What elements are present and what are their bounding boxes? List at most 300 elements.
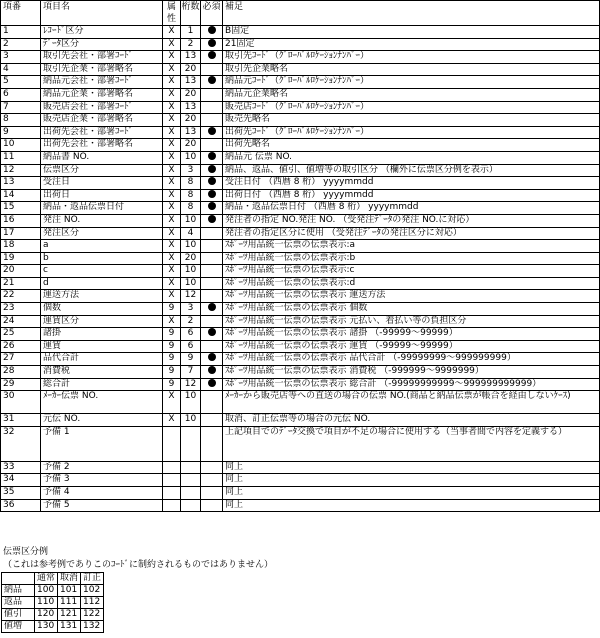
row-remark: 出荷日付 （西暦 8 桁） yyyymmdd bbox=[223, 189, 600, 202]
header-attr: 属性 bbox=[163, 1, 181, 26]
row-attribute: X bbox=[163, 414, 181, 427]
table-row bbox=[1, 26, 600, 39]
row-item-name: 販売店会社・部署ｺｰﾄﾞ bbox=[41, 101, 163, 114]
row-item-name: 予備 3 bbox=[41, 474, 163, 487]
row-item-name: 予備 2 bbox=[41, 461, 163, 474]
required-mark bbox=[208, 366, 216, 374]
row-digits: 20 bbox=[181, 88, 201, 101]
row-required bbox=[201, 353, 223, 366]
table-row bbox=[1, 427, 600, 462]
row-remark: 納品・返品伝票日付 （西暦 8 桁） yyyymmdd bbox=[223, 202, 600, 215]
row-digits: 3 bbox=[181, 303, 201, 316]
row-attribute: X bbox=[163, 189, 181, 202]
row-item-name: 伝票区分 bbox=[41, 164, 163, 177]
row-number: 13 bbox=[1, 177, 41, 190]
example-code-cell: 101 bbox=[58, 585, 81, 597]
row-item-name: 取引先企業・部署略名 bbox=[41, 63, 163, 76]
row-digits: 12 bbox=[181, 378, 201, 391]
row-digits: 8 bbox=[181, 177, 201, 190]
row-number: 17 bbox=[1, 227, 41, 240]
row-attribute: X bbox=[163, 126, 181, 139]
example-code-cell: 120 bbox=[35, 609, 58, 621]
row-attribute: X bbox=[163, 164, 181, 177]
example-code-cell: 121 bbox=[58, 609, 81, 621]
example-table-body bbox=[2, 585, 104, 633]
row-remark: 21固定 bbox=[223, 38, 600, 51]
row-number: 14 bbox=[1, 189, 41, 202]
row-remark: ﾒｰｶｰから販売店等への直送の場合の伝票 NO.(商品と納品伝票が帳合を経由しないｹｰｽ) bbox=[223, 391, 600, 414]
row-item-name: ﾒｰｶｰ伝票 NO. bbox=[41, 391, 163, 414]
row-item-name: 発注 NO. bbox=[41, 214, 163, 227]
example-code-cell: 102 bbox=[81, 585, 104, 597]
row-item-name: 予備 1 bbox=[41, 427, 163, 462]
row-number: 29 bbox=[1, 378, 41, 391]
row-item-name: 出荷先会社・部署ｺｰﾄﾞ bbox=[41, 126, 163, 139]
row-item-name: 予備 4 bbox=[41, 486, 163, 499]
example-header-row bbox=[2, 573, 104, 585]
row-attribute: X bbox=[163, 26, 181, 39]
row-required bbox=[201, 414, 223, 427]
row-required bbox=[201, 177, 223, 190]
table-row bbox=[1, 139, 600, 152]
row-number: 25 bbox=[1, 328, 41, 341]
row-item-name: 品代合計 bbox=[41, 353, 163, 366]
table-row bbox=[1, 164, 600, 177]
row-attribute: X bbox=[163, 38, 181, 51]
row-remark: ｽﾎﾟｰﾂ用品統一伝票の伝票表示 諸掛 （-99999～99999） bbox=[223, 328, 600, 341]
row-remark: B固定 bbox=[223, 26, 600, 39]
header-item: 項目名 bbox=[41, 1, 163, 26]
table-row bbox=[1, 366, 600, 379]
row-remark: ｽﾎﾟｰﾂ用品統一伝票の伝票表示 運賃 （-99999～99999） bbox=[223, 340, 600, 353]
row-digits: 10 bbox=[181, 414, 201, 427]
row-required bbox=[201, 240, 223, 253]
row-required bbox=[201, 63, 223, 76]
row-item-name: 販売店企業・部署略名 bbox=[41, 114, 163, 127]
row-remark: 納品、返品、値引、値増等の取引区分 （欄外に伝票区分例を表示） bbox=[223, 164, 600, 177]
row-required bbox=[201, 214, 223, 227]
row-remark: ｽﾎﾟｰﾂ用品統一伝票の伝票表示 個数 bbox=[223, 303, 600, 316]
row-remark: 取引先ｺｰﾄﾞ（ｸﾞﾛｰﾊﾞﾙﾛｹｰｼｮﾝﾅﾝﾊﾞｰ） bbox=[223, 51, 600, 64]
row-item-name: 消費税 bbox=[41, 366, 163, 379]
row-remark: ｽﾎﾟｰﾂ用品統一伝票の伝票表示 品代合計 （-99999999～999999999） bbox=[223, 353, 600, 366]
row-number: 33 bbox=[1, 461, 41, 474]
row-required bbox=[201, 189, 223, 202]
required-mark bbox=[208, 353, 216, 361]
row-item-name: c bbox=[41, 265, 163, 278]
row-required bbox=[201, 378, 223, 391]
header-remark: 補足 bbox=[223, 1, 600, 26]
row-remark: 受注日付 （西暦 8 桁） yyyymmdd bbox=[223, 177, 600, 190]
row-digits: 8 bbox=[181, 189, 201, 202]
row-digits: 1 bbox=[181, 26, 201, 39]
table-row bbox=[1, 76, 600, 89]
row-required bbox=[201, 88, 223, 101]
note-subtitle: （これは参考例でありこのｺｰﾄﾞに制約されるものではありません） bbox=[3, 560, 274, 570]
table-row bbox=[1, 474, 600, 487]
row-attribute: X bbox=[163, 277, 181, 290]
row-remark: 出荷先略名 bbox=[223, 139, 600, 152]
table-row bbox=[1, 315, 600, 328]
row-number: 12 bbox=[1, 164, 41, 177]
row-required bbox=[201, 499, 223, 512]
row-remark: 発注者の指定 NO.発注 NO. （受発注ﾃﾞｰﾀの発注 NO.に対応） bbox=[223, 214, 600, 227]
row-attribute: 9 bbox=[163, 340, 181, 353]
header-digits: 桁数 bbox=[181, 1, 201, 26]
row-attribute: X bbox=[163, 252, 181, 265]
row-number: 2 bbox=[1, 38, 41, 51]
row-number: 31 bbox=[1, 414, 41, 427]
row-digits: 13 bbox=[181, 76, 201, 89]
row-attribute: X bbox=[163, 315, 181, 328]
example-code-cell: 110 bbox=[35, 597, 58, 609]
row-required bbox=[201, 340, 223, 353]
row-number: 24 bbox=[1, 315, 41, 328]
example-col-correct: 訂正 bbox=[81, 573, 104, 585]
row-digits: 2 bbox=[181, 315, 201, 328]
table-row bbox=[1, 240, 600, 253]
row-digits: 10 bbox=[181, 265, 201, 278]
example-code-cell: 130 bbox=[35, 621, 58, 633]
example-code-cell: 111 bbox=[58, 597, 81, 609]
row-remark: 同上 bbox=[223, 486, 600, 499]
table-row bbox=[1, 63, 600, 76]
example-code-cell: 112 bbox=[81, 597, 104, 609]
row-item-name: 納品元会社・部署ｺｰﾄﾞ bbox=[41, 76, 163, 89]
row-number: 6 bbox=[1, 88, 41, 101]
row-number: 28 bbox=[1, 366, 41, 379]
row-attribute: X bbox=[163, 63, 181, 76]
row-number: 1 bbox=[1, 26, 41, 39]
row-digits: 7 bbox=[181, 366, 201, 379]
row-attribute bbox=[163, 486, 181, 499]
row-attribute: X bbox=[163, 265, 181, 278]
table-row bbox=[1, 499, 600, 512]
row-number: 21 bbox=[1, 277, 41, 290]
row-digits: 20 bbox=[181, 139, 201, 152]
row-number: 32 bbox=[1, 427, 41, 462]
header-required: 必須 bbox=[201, 1, 223, 26]
row-digits bbox=[181, 499, 201, 512]
required-mark bbox=[208, 165, 216, 173]
row-attribute: X bbox=[163, 114, 181, 127]
row-remark: 販売店ｺｰﾄﾞ（ｸﾞﾛｰﾊﾞﾙﾛｹｰｼｮﾝﾅﾝﾊﾞｰ） bbox=[223, 101, 600, 114]
row-digits: 10 bbox=[181, 151, 201, 164]
row-required bbox=[201, 252, 223, 265]
row-remark: 納品元企業略名 bbox=[223, 88, 600, 101]
row-attribute: X bbox=[163, 391, 181, 414]
row-attribute: X bbox=[163, 76, 181, 89]
row-required bbox=[201, 26, 223, 39]
row-digits: 9 bbox=[181, 353, 201, 366]
example-col-normal: 通常 bbox=[35, 573, 58, 585]
row-required bbox=[201, 38, 223, 51]
table-row bbox=[1, 126, 600, 139]
row-attribute: 9 bbox=[163, 366, 181, 379]
row-number: 34 bbox=[1, 474, 41, 487]
row-number: 27 bbox=[1, 353, 41, 366]
row-remark: ｽﾎﾟｰﾂ用品統一伝票の伝票表示:a bbox=[223, 240, 600, 253]
row-remark: 取引先企業略名 bbox=[223, 63, 600, 76]
example-row bbox=[2, 621, 104, 633]
row-attribute: X bbox=[163, 240, 181, 253]
row-digits: 20 bbox=[181, 252, 201, 265]
table-row bbox=[1, 88, 600, 101]
row-digits: 12 bbox=[181, 290, 201, 303]
row-digits: 20 bbox=[181, 114, 201, 127]
row-attribute: 9 bbox=[163, 328, 181, 341]
row-attribute: X bbox=[163, 139, 181, 152]
row-remark: ｽﾎﾟｰﾂ用品統一伝票の伝票表示:b bbox=[223, 252, 600, 265]
row-digits: 10 bbox=[181, 391, 201, 414]
required-mark bbox=[208, 215, 216, 223]
row-item-name: b bbox=[41, 252, 163, 265]
table-row bbox=[1, 38, 600, 51]
row-required bbox=[201, 76, 223, 89]
row-required bbox=[201, 114, 223, 127]
row-item-name: 発注区分 bbox=[41, 227, 163, 240]
row-attribute: 9 bbox=[163, 378, 181, 391]
row-number: 23 bbox=[1, 303, 41, 316]
row-required bbox=[201, 277, 223, 290]
table-row bbox=[1, 202, 600, 215]
table-row bbox=[1, 51, 600, 64]
table-row bbox=[1, 252, 600, 265]
row-remark: 納品元 伝票 NO. bbox=[223, 151, 600, 164]
required-mark bbox=[208, 51, 216, 59]
row-remark: ｽﾎﾟｰﾂ用品統一伝票の伝票表示:d bbox=[223, 277, 600, 290]
row-required bbox=[201, 366, 223, 379]
row-remark: 同上 bbox=[223, 461, 600, 474]
row-digits: 8 bbox=[181, 202, 201, 215]
row-attribute: X bbox=[163, 101, 181, 114]
row-item-name: 受注日 bbox=[41, 177, 163, 190]
row-required bbox=[201, 303, 223, 316]
table-row bbox=[1, 227, 600, 240]
row-required bbox=[201, 427, 223, 462]
row-item-name: 元伝 NO. bbox=[41, 414, 163, 427]
row-digits bbox=[181, 461, 201, 474]
row-required bbox=[201, 126, 223, 139]
row-digits: 13 bbox=[181, 51, 201, 64]
row-attribute: X bbox=[163, 227, 181, 240]
row-number: 19 bbox=[1, 252, 41, 265]
row-number: 9 bbox=[1, 126, 41, 139]
row-digits: 6 bbox=[181, 328, 201, 341]
row-number: 15 bbox=[1, 202, 41, 215]
row-remark: 上記項目でのﾃﾞｰﾀ交換で項目が不足の場合に使用する（当事者間で内容を定義する） bbox=[223, 427, 600, 462]
row-required bbox=[201, 164, 223, 177]
row-required bbox=[201, 474, 223, 487]
note-title: 伝票区分例 bbox=[3, 547, 49, 557]
row-required bbox=[201, 227, 223, 240]
row-required bbox=[201, 139, 223, 152]
row-item-name: 総合計 bbox=[41, 378, 163, 391]
row-remark: ｽﾎﾟｰﾂ用品統一伝票の伝票表示 消費税 （-999999～9999999） bbox=[223, 366, 600, 379]
row-item-name: 取引先会社・部署ｺｰﾄﾞ bbox=[41, 51, 163, 64]
table-row bbox=[1, 151, 600, 164]
required-mark bbox=[208, 379, 216, 387]
row-number: 11 bbox=[1, 151, 41, 164]
table-row bbox=[1, 378, 600, 391]
required-mark bbox=[208, 190, 216, 198]
row-required bbox=[201, 290, 223, 303]
row-number: 36 bbox=[1, 499, 41, 512]
row-remark: 納品元ｺｰﾄﾞ（ｸﾞﾛｰﾊﾞﾙﾛｹｰｼｮﾝﾅﾝﾊﾞｰ） bbox=[223, 76, 600, 89]
row-item-name: 納品・返品伝票日付 bbox=[41, 202, 163, 215]
required-mark bbox=[208, 177, 216, 185]
required-mark bbox=[208, 26, 216, 34]
row-number: 16 bbox=[1, 214, 41, 227]
row-remark: ｽﾎﾟｰﾂ用品統一伝票の伝票表示:c bbox=[223, 265, 600, 278]
row-number: 18 bbox=[1, 240, 41, 253]
row-number: 10 bbox=[1, 139, 41, 152]
example-row-label: 返品 bbox=[2, 597, 35, 609]
row-digits: 13 bbox=[181, 101, 201, 114]
row-number: 30 bbox=[1, 391, 41, 414]
row-attribute: X bbox=[163, 151, 181, 164]
row-attribute: X bbox=[163, 177, 181, 190]
row-item-name: 出荷日 bbox=[41, 189, 163, 202]
row-item-name: 諸掛 bbox=[41, 328, 163, 341]
row-item-name: ﾚｺｰﾄﾞ区分 bbox=[41, 26, 163, 39]
row-attribute: X bbox=[163, 214, 181, 227]
row-required bbox=[201, 202, 223, 215]
table-row bbox=[1, 189, 600, 202]
row-attribute: 9 bbox=[163, 303, 181, 316]
row-attribute: X bbox=[163, 88, 181, 101]
row-digits: 6 bbox=[181, 340, 201, 353]
row-remark: ｽﾎﾟｰﾂ用品統一伝票の伝票表示 元払い、着払い等の負担区分 bbox=[223, 315, 600, 328]
row-required bbox=[201, 391, 223, 414]
row-digits: 10 bbox=[181, 240, 201, 253]
row-digits: 4 bbox=[181, 227, 201, 240]
row-digits: 10 bbox=[181, 277, 201, 290]
required-mark bbox=[208, 202, 216, 210]
row-item-name: a bbox=[41, 240, 163, 253]
table-row bbox=[1, 114, 600, 127]
table-row bbox=[1, 391, 600, 414]
row-required bbox=[201, 328, 223, 341]
row-required bbox=[201, 315, 223, 328]
row-number: 26 bbox=[1, 340, 41, 353]
row-number: 22 bbox=[1, 290, 41, 303]
row-item-name: 個数 bbox=[41, 303, 163, 316]
table-row bbox=[1, 353, 600, 366]
row-item-name: 運賃 bbox=[41, 340, 163, 353]
table-body bbox=[1, 26, 600, 512]
row-attribute: 9 bbox=[163, 353, 181, 366]
row-number: 8 bbox=[1, 114, 41, 127]
example-row bbox=[2, 609, 104, 621]
row-attribute bbox=[163, 427, 181, 462]
required-mark bbox=[208, 328, 216, 336]
table-row bbox=[1, 290, 600, 303]
header-row bbox=[1, 1, 600, 26]
row-item-name: d bbox=[41, 277, 163, 290]
row-remark: 同上 bbox=[223, 474, 600, 487]
row-item-name: ﾃﾞｰﾀ区分 bbox=[41, 38, 163, 51]
table-row bbox=[1, 328, 600, 341]
row-digits: 2 bbox=[181, 38, 201, 51]
required-mark bbox=[208, 127, 216, 135]
example-row bbox=[2, 597, 104, 609]
row-remark: 販売先略名 bbox=[223, 114, 600, 127]
row-required bbox=[201, 265, 223, 278]
row-digits bbox=[181, 486, 201, 499]
example-corner-cell bbox=[2, 573, 35, 585]
row-required bbox=[201, 101, 223, 114]
table-row bbox=[1, 265, 600, 278]
row-number: 35 bbox=[1, 486, 41, 499]
table-row bbox=[1, 177, 600, 190]
row-attribute: X bbox=[163, 202, 181, 215]
row-digits bbox=[181, 427, 201, 462]
example-code-cell: 122 bbox=[81, 609, 104, 621]
table-row bbox=[1, 277, 600, 290]
row-digits: 20 bbox=[181, 63, 201, 76]
row-required bbox=[201, 51, 223, 64]
row-remark: ｽﾎﾟｰﾂ用品統一伝票の伝票表示 総合計 （-99999999999～999999999999） bbox=[223, 378, 600, 391]
row-number: 20 bbox=[1, 265, 41, 278]
row-item-name: 運賃区分 bbox=[41, 315, 163, 328]
row-number: 5 bbox=[1, 76, 41, 89]
table-row bbox=[1, 303, 600, 316]
table-row bbox=[1, 101, 600, 114]
example-col-cancel: 取消 bbox=[58, 573, 81, 585]
row-number: 4 bbox=[1, 63, 41, 76]
required-mark bbox=[208, 76, 216, 84]
example-row-label: 値引 bbox=[2, 609, 35, 621]
header-no: 項番 bbox=[1, 1, 41, 26]
table-row bbox=[1, 340, 600, 353]
row-item-name: 納品元企業・部署略名 bbox=[41, 88, 163, 101]
row-attribute: X bbox=[163, 290, 181, 303]
row-required bbox=[201, 151, 223, 164]
table-row bbox=[1, 214, 600, 227]
required-mark bbox=[208, 303, 216, 311]
row-item-name: 運送方法 bbox=[41, 290, 163, 303]
example-code-cell: 132 bbox=[81, 621, 104, 633]
table-row bbox=[1, 414, 600, 427]
required-mark bbox=[208, 152, 216, 160]
row-required bbox=[201, 461, 223, 474]
row-digits: 13 bbox=[181, 126, 201, 139]
slip-category-example-table bbox=[1, 572, 104, 633]
row-number: 7 bbox=[1, 101, 41, 114]
row-required bbox=[201, 486, 223, 499]
row-remark: 取消、訂正伝票等の場合の元伝 NO. bbox=[223, 414, 600, 427]
example-code-cell: 100 bbox=[35, 585, 58, 597]
example-row bbox=[2, 585, 104, 597]
row-digits: 10 bbox=[181, 214, 201, 227]
example-row-label: 値増 bbox=[2, 621, 35, 633]
example-row-label: 納品 bbox=[2, 585, 35, 597]
example-code-cell: 131 bbox=[58, 621, 81, 633]
row-remark: 同上 bbox=[223, 499, 600, 512]
row-remark: 出荷先ｺｰﾄﾞ（ｸﾞﾛｰﾊﾞﾙﾛｹｰｼｮﾝﾅﾝﾊﾞｰ） bbox=[223, 126, 600, 139]
row-item-name: 納品書 NO. bbox=[41, 151, 163, 164]
row-number: 3 bbox=[1, 51, 41, 64]
required-mark bbox=[208, 39, 216, 47]
row-attribute bbox=[163, 461, 181, 474]
table-row bbox=[1, 486, 600, 499]
table-row bbox=[1, 461, 600, 474]
row-remark: ｽﾎﾟｰﾂ用品統一伝票の伝票表示 運送方法 bbox=[223, 290, 600, 303]
row-item-name: 出荷先会社・部署略名 bbox=[41, 139, 163, 152]
row-digits: 3 bbox=[181, 164, 201, 177]
row-attribute: X bbox=[163, 51, 181, 64]
